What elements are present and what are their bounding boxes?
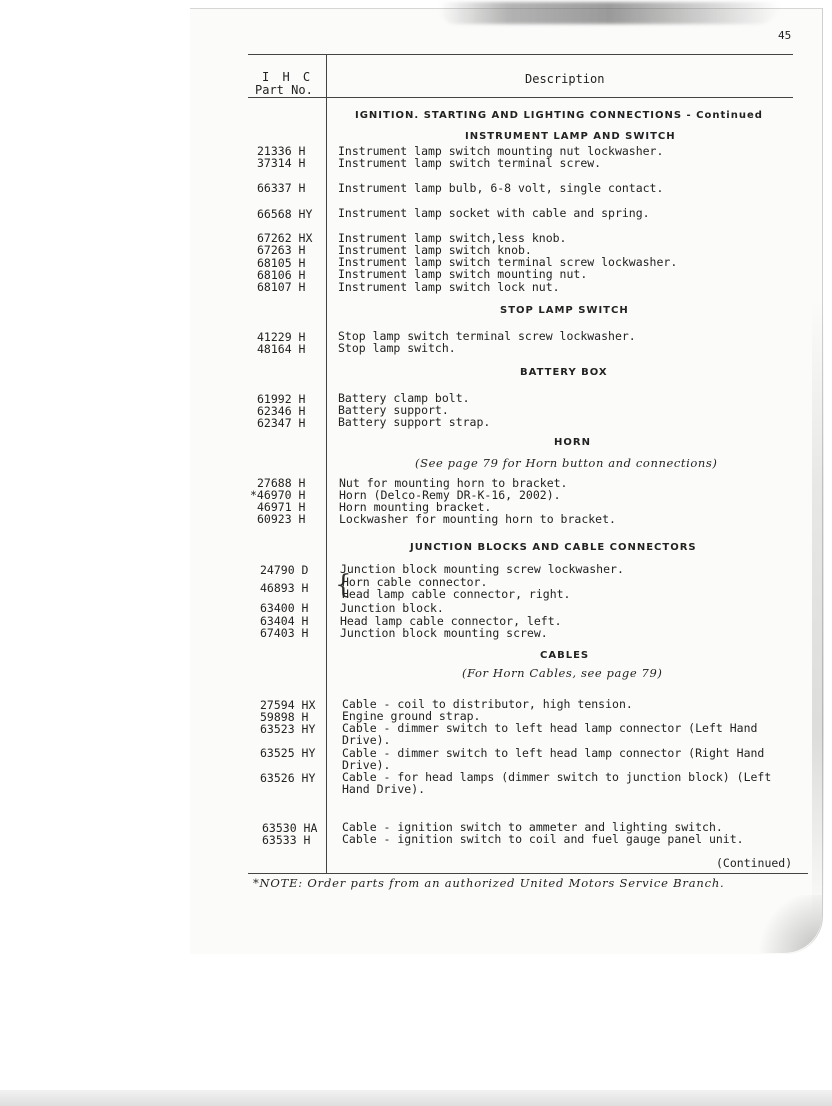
part-number: 37314 H: [257, 156, 306, 170]
part-description: Horn (Delco-Remy DR-K-16, 2002).: [339, 488, 561, 502]
subsection-stop-lamp: STOP LAMP SWITCH: [500, 305, 629, 316]
cables-note: (For Horn Cables, see page 79): [462, 666, 663, 680]
part-description: Head lamp cable connector, right.: [342, 587, 571, 601]
part-description: Hand Drive).: [342, 782, 426, 796]
part-number: 63525 HY: [260, 746, 316, 760]
subsection-battery-box: BATTERY BOX: [520, 367, 608, 378]
part-description: Drive).: [342, 758, 391, 772]
part-number: 21336 H: [257, 144, 306, 158]
part-number: 63533 H: [262, 833, 311, 847]
part-description: Horn mounting bracket.: [339, 500, 492, 514]
part-description: Lockwasher for mounting horn to bracket.: [339, 512, 616, 526]
subsection-cables: CABLES: [540, 650, 590, 661]
part-description: Junction block mounting screw.: [340, 626, 548, 640]
header-part-no: Part No.: [255, 83, 313, 97]
page-edge-shadow: [812, 300, 824, 920]
part-description: Instrument lamp bulb, 6-8 volt, single contact.: [338, 181, 664, 195]
part-description: Horn cable connector.: [342, 575, 488, 589]
part-description: Cable - dimmer switch to left head lamp connector (Left Hand: [342, 721, 758, 735]
part-description: Battery support.: [338, 403, 449, 417]
part-description: Instrument lamp switch,less knob.: [338, 231, 567, 245]
part-description: Drive).: [342, 733, 391, 747]
part-description: Instrument lamp switch terminal screw.: [338, 156, 602, 170]
part-description: Stop lamp switch terminal screw lockwasher.: [338, 329, 636, 343]
part-number: 68105 H: [257, 256, 306, 270]
part-number: *46970 H: [250, 488, 306, 502]
part-number: 27688 H: [257, 476, 306, 490]
part-number: 68107 H: [257, 280, 306, 294]
part-description: Instrument lamp switch terminal screw lockwasher.: [338, 255, 678, 269]
part-number: 48164 H: [257, 342, 306, 356]
footnote: *NOTE: Order parts from an authorized United Motors Service Branch.: [253, 876, 725, 890]
part-description: Cable - coil to distributor, high tension.: [342, 697, 633, 711]
part-description: Instrument lamp switch mounting nut.: [338, 267, 588, 281]
part-description: Battery support strap.: [338, 415, 491, 429]
top-rule: [248, 54, 793, 55]
part-number: 63530 HA: [262, 821, 318, 835]
part-number: 63404 H: [260, 614, 309, 628]
part-number: 61992 H: [257, 392, 306, 406]
part-number: 62346 H: [257, 404, 306, 418]
scanner-bottom-edge: [0, 1090, 832, 1106]
part-description: Head lamp cable connector, left.: [340, 614, 562, 628]
part-number: 46893 H: [260, 581, 309, 595]
torn-edge: [440, 2, 780, 24]
part-number: 66568 HY: [257, 207, 313, 221]
part-description: Stop lamp switch.: [338, 341, 456, 355]
part-description: Junction block mounting screw lockwasher.: [340, 562, 624, 576]
subsection-junction-blocks: JUNCTION BLOCKS AND CABLE CONNECTORS: [410, 542, 697, 553]
part-number: 67403 H: [260, 626, 309, 640]
page-number: 45: [778, 29, 792, 42]
part-number: 68106 H: [257, 268, 306, 282]
page-corner-shadow: [752, 895, 822, 953]
continued-label: (Continued): [716, 856, 793, 870]
column-divider: [326, 54, 327, 874]
part-number: 60923 H: [257, 512, 306, 526]
part-number: 67263 H: [257, 243, 306, 257]
part-number: 67262 HX: [257, 231, 313, 245]
subsection-instrument-lamp: INSTRUMENT LAMP AND SWITCH: [465, 131, 676, 142]
part-description: Instrument lamp switch mounting nut lockwasher.: [338, 144, 664, 158]
subsection-horn: HORN: [554, 437, 591, 448]
part-description: Cable - ignition switch to coil and fuel gauge panel unit.: [342, 832, 744, 846]
part-description: Instrument lamp switch lock nut.: [338, 280, 560, 294]
part-number: 66337 H: [257, 181, 306, 195]
header-description: Description: [525, 72, 605, 86]
part-description: Nut for mounting horn to bracket.: [339, 476, 568, 490]
part-description: Junction block.: [340, 601, 444, 615]
part-number: 63523 HY: [260, 722, 316, 736]
section-title: IGNITION. STARTING AND LIGHTING CONNECTIONS - Continued: [355, 110, 763, 121]
part-description: Cable - for head lamps (dimmer switch to junction block) (Left: [342, 770, 772, 784]
part-number: 41229 H: [257, 330, 306, 344]
part-number: 63526 HY: [260, 771, 316, 785]
part-description: Battery clamp bolt.: [338, 391, 470, 405]
part-number: 46971 H: [257, 500, 306, 514]
part-description: Cable - ignition switch to ammeter and lighting switch.: [342, 820, 723, 834]
part-description: Engine ground strap.: [342, 709, 481, 723]
part-description: Cable - dimmer switch to left head lamp connector (Right Hand: [342, 746, 765, 760]
horn-note: (See page 79 for Horn button and connections): [415, 456, 718, 470]
part-number: 63400 H: [260, 601, 309, 615]
bracket-brace: {: [335, 570, 352, 600]
header-ihc: I H C: [262, 70, 314, 84]
part-number: 59898 H: [260, 710, 309, 724]
part-description: Instrument lamp socket with cable and spring.: [338, 206, 650, 220]
part-description: Instrument lamp switch knob.: [338, 243, 532, 257]
part-number: 27594 HX: [260, 698, 316, 712]
part-number: 62347 H: [257, 416, 306, 430]
bottom-rule: [248, 873, 808, 874]
header-rule: [248, 97, 793, 98]
part-number: 24790 D: [260, 563, 309, 577]
